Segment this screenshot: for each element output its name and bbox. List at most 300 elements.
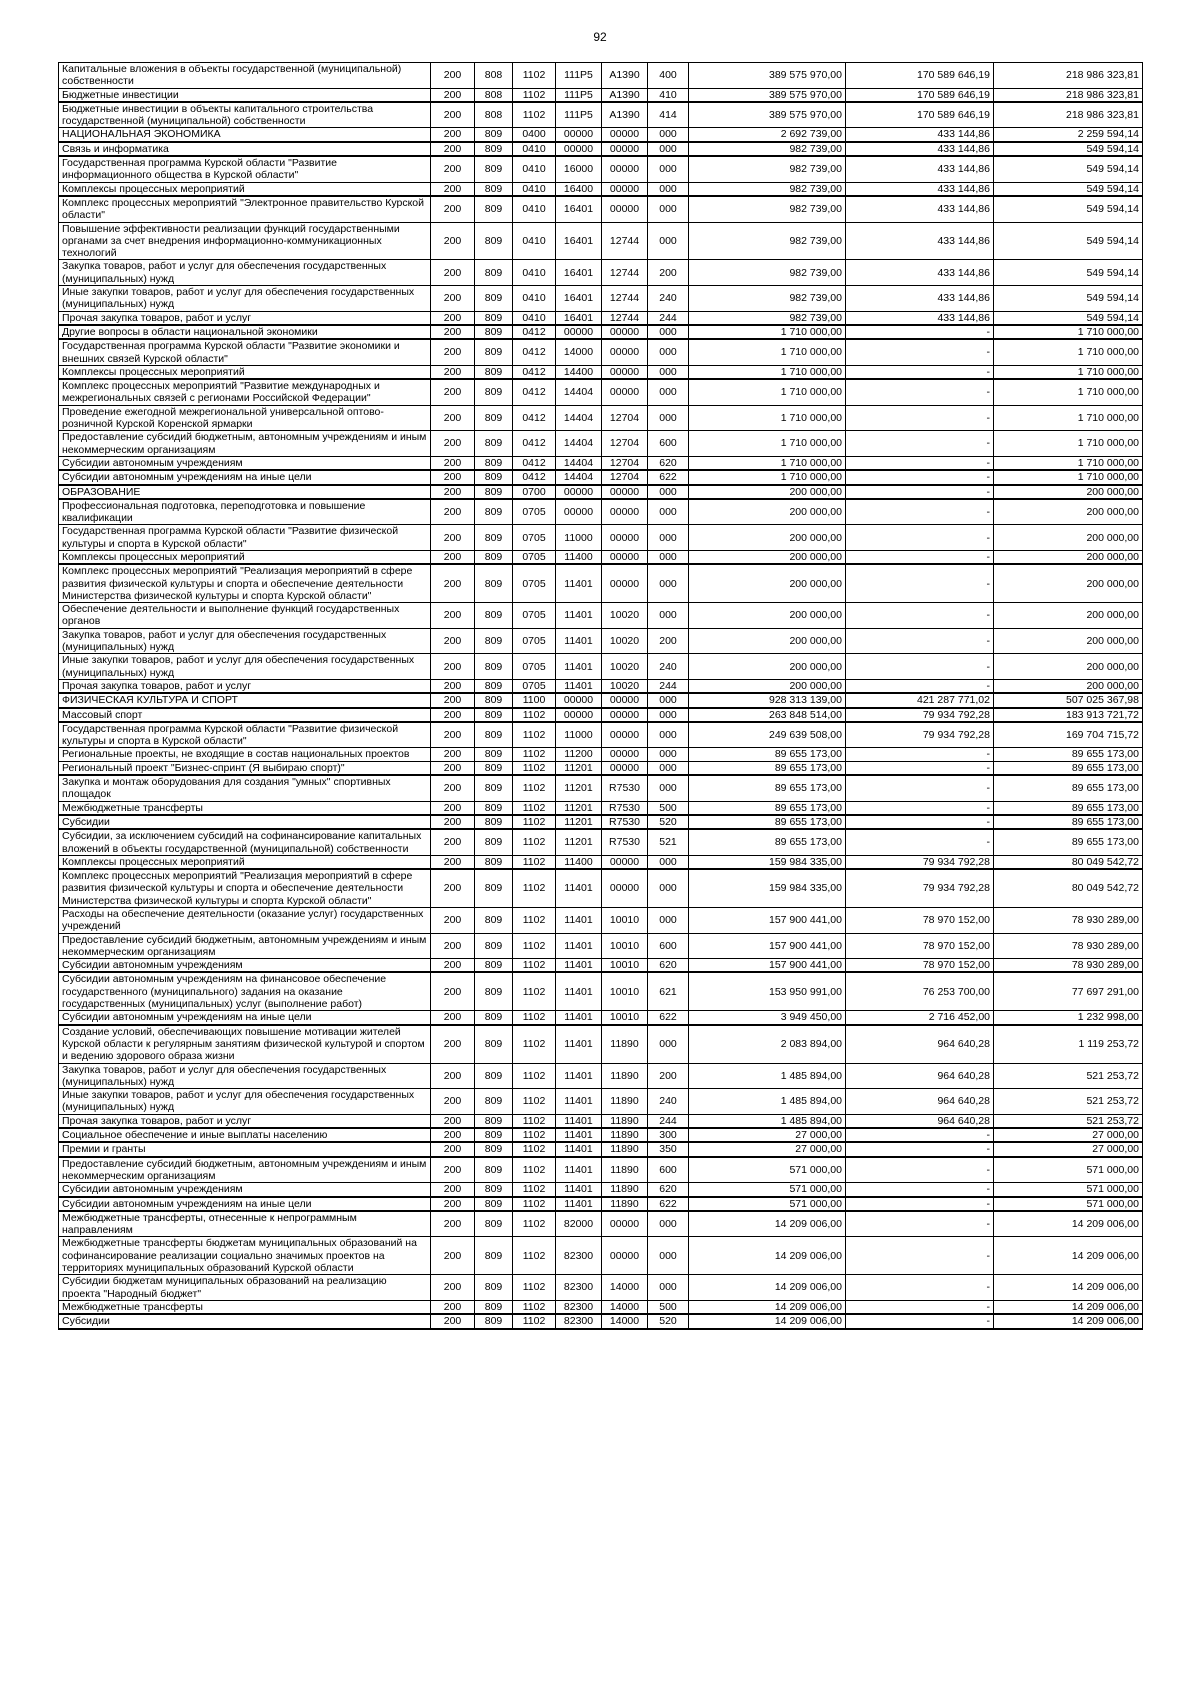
row-amount-planned: 153 950 991,00 [689,972,846,1010]
row-name: Субсидии автономным учреждениям [59,456,431,470]
table-row [59,63,1143,89]
row-direction-code: 11890 [602,1157,648,1183]
row-direction-code: 00000 [602,379,648,405]
row-direction-code: 00000 [602,142,648,156]
row-amount-executed: - [846,456,994,470]
table-row [59,325,1143,339]
row-direction-code: 10020 [602,654,648,680]
row-amount-remaining: 27 000,00 [994,1142,1143,1156]
row-subsection-code: 0410 [513,182,556,196]
table-row [59,1142,1143,1156]
row-expense-type-code: 521 [648,829,689,855]
row-amount-planned: 200 000,00 [689,499,846,525]
row-ministry-code: 200 [431,156,475,182]
row-subsection-code: 0412 [513,379,556,405]
row-expense-type-code: 500 [648,801,689,815]
row-amount-executed: 964 640,28 [846,1063,994,1089]
table-row [59,1063,1143,1089]
row-subsection-code: 0705 [513,550,556,564]
row-section-code: 809 [475,1128,513,1142]
row-name: Социальное обеспечение и иные выплаты населению [59,1128,431,1142]
row-amount-planned: 1 485 894,00 [689,1114,846,1128]
row-subsection-code: 0705 [513,525,556,551]
row-name: Предоставление субсидий бюджетным, автономным учреждениям и иным некоммерческим организациям [59,431,431,457]
row-section-code: 809 [475,456,513,470]
row-amount-executed: - [846,365,994,379]
row-amount-remaining: 200 000,00 [994,525,1143,551]
table-row [59,801,1143,815]
row-expense-type-code: 000 [648,222,689,260]
row-amount-remaining: 89 655 173,00 [994,761,1143,775]
row-name: Профессиональная подготовка, переподготовка и повышение квалификации [59,499,431,525]
row-expense-type-code: 350 [648,1142,689,1156]
row-subsection-code: 1102 [513,959,556,973]
row-direction-code: 00000 [602,564,648,602]
row-expense-type-code: 000 [648,196,689,222]
row-program-code: 11401 [556,1114,602,1128]
row-program-code: 16401 [556,260,602,286]
row-program-code: 82300 [556,1275,602,1301]
table-row [59,1314,1143,1328]
row-name: Повышение эффективности реализации функций государственными органами за счет внедрения информационно-коммуникационных технологий [59,222,431,260]
row-section-code: 809 [475,431,513,457]
row-program-code: 00000 [556,708,602,722]
row-program-code: 16401 [556,311,602,325]
row-amount-executed: 170 589 646,19 [846,88,994,102]
row-section-code: 809 [475,829,513,855]
row-amount-planned: 1 485 894,00 [689,1063,846,1089]
row-subsection-code: 1102 [513,63,556,89]
row-amount-planned: 389 575 970,00 [689,88,846,102]
row-program-code: 11201 [556,761,602,775]
row-amount-planned: 1 710 000,00 [689,365,846,379]
row-subsection-code: 1102 [513,748,556,761]
row-ministry-code: 200 [431,311,475,325]
row-ministry-code: 200 [431,1128,475,1142]
row-amount-remaining: 200 000,00 [994,628,1143,654]
page-number: 92 [593,30,607,44]
row-expense-type-code: 621 [648,972,689,1010]
row-section-code: 809 [475,679,513,693]
row-direction-code: 12744 [602,222,648,260]
row-amount-executed: - [846,654,994,680]
row-section-code: 809 [475,1142,513,1156]
row-expense-type-code: 000 [648,550,689,564]
row-expense-type-code: 000 [648,775,689,801]
row-expense-type-code: 000 [648,603,689,629]
row-expense-type-code: 000 [648,722,689,748]
row-ministry-code: 200 [431,959,475,973]
row-section-code: 809 [475,1025,513,1063]
table-row [59,1237,1143,1275]
row-amount-executed: 2 716 452,00 [846,1011,994,1025]
row-subsection-code: 0412 [513,431,556,457]
row-name: Бюджетные инвестиции в объекты капитального строительства государственной (муниципальной) собственности [59,102,431,128]
row-program-code: 00000 [556,693,602,707]
row-program-code: 11201 [556,801,602,815]
table-row [59,708,1143,722]
row-direction-code: 12744 [602,286,648,312]
row-section-code: 809 [475,761,513,775]
row-amount-remaining: 169 704 715,72 [994,722,1143,748]
row-program-code: 11400 [556,855,602,869]
table-row [59,775,1143,801]
row-program-code: 11401 [556,1025,602,1063]
row-amount-planned: 982 739,00 [689,156,846,182]
row-expense-type-code: 600 [648,933,689,959]
row-amount-planned: 1 485 894,00 [689,1089,846,1115]
row-name: Государственная программа Курской области "Развитие экономики и внешних связей Курской области" [59,339,431,365]
row-amount-executed: - [846,525,994,551]
row-subsection-code: 1102 [513,88,556,102]
row-expense-type-code: 244 [648,1114,689,1128]
row-ministry-code: 200 [431,761,475,775]
row-expense-type-code: 414 [648,102,689,128]
row-ministry-code: 200 [431,222,475,260]
row-expense-type-code: 240 [648,654,689,680]
row-expense-type-code: 244 [648,679,689,693]
row-name: Комплекс процессных мероприятий "Развитие международных и межрегиональных связей с регионами Российской Федерации" [59,379,431,405]
row-amount-executed: 964 640,28 [846,1114,994,1128]
row-expense-type-code: 500 [648,1300,689,1314]
row-section-code: 809 [475,628,513,654]
row-amount-planned: 571 000,00 [689,1197,846,1211]
row-ministry-code: 200 [431,654,475,680]
row-ministry-code: 200 [431,1114,475,1128]
row-program-code: 14000 [556,339,602,365]
row-direction-code: 11890 [602,1142,648,1156]
row-section-code: 809 [475,933,513,959]
row-ministry-code: 200 [431,748,475,761]
row-name: Субсидии автономным учреждениям на финансовое обеспечение государственного (муниципального) задания на оказание государственных (муниципальных) услуг (выполнение работ) [59,972,431,1010]
row-subsection-code: 0705 [513,603,556,629]
row-amount-planned: 14 209 006,00 [689,1237,846,1275]
row-expense-type-code: 000 [648,142,689,156]
row-amount-remaining: 1 710 000,00 [994,431,1143,457]
table-row [59,815,1143,829]
row-ministry-code: 200 [431,1142,475,1156]
row-subsection-code: 0410 [513,142,556,156]
row-ministry-code: 200 [431,88,475,102]
table-row [59,869,1143,907]
row-section-code: 809 [475,693,513,707]
row-amount-planned: 249 639 508,00 [689,722,846,748]
row-section-code: 808 [475,102,513,128]
table-row [59,550,1143,564]
row-section-code: 809 [475,564,513,602]
table-row [59,260,1143,286]
row-amount-planned: 1 710 000,00 [689,325,846,339]
row-direction-code: R7530 [602,829,648,855]
row-name: Комплексы процессных мероприятий [59,365,431,379]
row-direction-code: A1390 [602,63,648,89]
row-section-code: 809 [475,499,513,525]
row-subsection-code: 0412 [513,456,556,470]
row-ministry-code: 200 [431,1089,475,1115]
row-amount-planned: 263 848 514,00 [689,708,846,722]
row-amount-executed: - [846,1275,994,1301]
budget-table [58,62,1143,1330]
row-subsection-code: 1102 [513,1300,556,1314]
row-ministry-code: 200 [431,63,475,89]
row-subsection-code: 1102 [513,1237,556,1275]
row-expense-type-code: 520 [648,1314,689,1328]
table-row [59,679,1143,693]
row-amount-planned: 982 739,00 [689,260,846,286]
row-direction-code: 11890 [602,1128,648,1142]
row-ministry-code: 200 [431,1183,475,1197]
row-section-code: 809 [475,959,513,973]
row-section-code: 809 [475,1011,513,1025]
row-direction-code: 00000 [602,485,648,499]
table-row [59,156,1143,182]
row-expense-type-code: 000 [648,908,689,934]
row-direction-code: 00000 [602,128,648,142]
row-amount-remaining: 14 209 006,00 [994,1275,1143,1301]
row-amount-planned: 89 655 173,00 [689,761,846,775]
row-amount-executed: 79 934 792,28 [846,869,994,907]
row-section-code: 809 [475,311,513,325]
row-subsection-code: 1102 [513,1197,556,1211]
row-name: Субсидии автономным учреждениям [59,1183,431,1197]
row-subsection-code: 1102 [513,1011,556,1025]
row-amount-remaining: 89 655 173,00 [994,748,1143,761]
row-subsection-code: 0412 [513,405,556,431]
row-section-code: 809 [475,325,513,339]
row-direction-code: 00000 [602,869,648,907]
row-name: Субсидии [59,815,431,829]
row-amount-remaining: 14 209 006,00 [994,1211,1143,1237]
row-name: Межбюджетные трансферты [59,1300,431,1314]
row-program-code: 16000 [556,156,602,182]
row-amount-planned: 89 655 173,00 [689,829,846,855]
table-row [59,908,1143,934]
row-name: Прочая закупка товаров, работ и услуг [59,311,431,325]
row-amount-executed: 421 287 771,02 [846,693,994,707]
row-amount-remaining: 549 594,14 [994,156,1143,182]
row-amount-executed: - [846,1183,994,1197]
row-section-code: 809 [475,1211,513,1237]
row-expense-type-code: 000 [648,1211,689,1237]
row-expense-type-code: 000 [648,499,689,525]
row-section-code: 809 [475,722,513,748]
row-program-code: 11200 [556,748,602,761]
row-subsection-code: 1102 [513,855,556,869]
row-ministry-code: 200 [431,1237,475,1275]
row-expense-type-code: 000 [648,325,689,339]
row-amount-executed: - [846,405,994,431]
row-name: ОБРАЗОВАНИЕ [59,485,431,499]
row-direction-code: 10010 [602,933,648,959]
row-expense-type-code: 244 [648,311,689,325]
row-ministry-code: 200 [431,815,475,829]
row-direction-code: 00000 [602,156,648,182]
row-expense-type-code: 000 [648,693,689,707]
row-direction-code: 00000 [602,182,648,196]
row-section-code: 809 [475,748,513,761]
row-name: Комплексы процессных мероприятий [59,855,431,869]
row-program-code: 11401 [556,1011,602,1025]
row-amount-remaining: 27 000,00 [994,1128,1143,1142]
row-direction-code: 10010 [602,972,648,1010]
row-amount-executed: 433 144,86 [846,128,994,142]
row-ministry-code: 200 [431,550,475,564]
row-amount-remaining: 571 000,00 [994,1157,1143,1183]
table-row [59,603,1143,629]
table-row [59,748,1143,761]
row-amount-executed: - [846,485,994,499]
row-amount-executed: 433 144,86 [846,156,994,182]
row-subsection-code: 1102 [513,775,556,801]
table-row [59,1011,1143,1025]
row-expense-type-code: 000 [648,156,689,182]
row-name: НАЦИОНАЛЬНАЯ ЭКОНОМИКА [59,128,431,142]
row-subsection-code: 0705 [513,499,556,525]
row-amount-executed: - [846,679,994,693]
row-ministry-code: 200 [431,1063,475,1089]
row-ministry-code: 200 [431,1157,475,1183]
row-name: Связь и информатика [59,142,431,156]
row-name: Субсидии автономным учреждениям на иные цели [59,1197,431,1211]
row-direction-code: 11890 [602,1197,648,1211]
table-row [59,972,1143,1010]
row-name: Закупка товаров, работ и услуг для обеспечения государственных (муниципальных) нужд [59,260,431,286]
row-section-code: 809 [475,1089,513,1115]
row-amount-planned: 89 655 173,00 [689,748,846,761]
row-program-code: 16401 [556,196,602,222]
row-section-code: 809 [475,1300,513,1314]
row-ministry-code: 200 [431,564,475,602]
row-ministry-code: 200 [431,286,475,312]
row-name: Прочая закупка товаров, работ и услуг [59,679,431,693]
row-name: Субсидии [59,1314,431,1328]
row-amount-remaining: 80 049 542,72 [994,855,1143,869]
row-program-code: 111P5 [556,63,602,89]
row-amount-planned: 1 710 000,00 [689,379,846,405]
row-direction-code: 10010 [602,908,648,934]
row-amount-planned: 2 692 739,00 [689,128,846,142]
row-name: Бюджетные инвестиции [59,88,431,102]
row-subsection-code: 0700 [513,485,556,499]
row-amount-executed: 964 640,28 [846,1089,994,1115]
row-section-code: 809 [475,470,513,484]
table-row [59,431,1143,457]
row-amount-executed: - [846,801,994,815]
row-amount-planned: 1 710 000,00 [689,470,846,484]
table-row [59,88,1143,102]
row-direction-code: 00000 [602,761,648,775]
row-program-code: 11401 [556,1089,602,1115]
table-row [59,1300,1143,1314]
row-amount-planned: 14 209 006,00 [689,1314,846,1328]
row-name: Субсидии автономным учреждениям на иные цели [59,1011,431,1025]
row-expense-type-code: 620 [648,456,689,470]
row-amount-remaining: 78 930 289,00 [994,959,1143,973]
row-amount-executed: - [846,829,994,855]
row-name: Предоставление субсидий бюджетным, автономным учреждениям и иным некоммерческим организациям [59,1157,431,1183]
row-amount-planned: 389 575 970,00 [689,63,846,89]
row-direction-code: 00000 [602,196,648,222]
row-direction-code: 12744 [602,260,648,286]
table-row [59,1197,1143,1211]
row-program-code: 00000 [556,128,602,142]
row-ministry-code: 200 [431,679,475,693]
row-ministry-code: 200 [431,972,475,1010]
row-amount-executed: - [846,379,994,405]
row-ministry-code: 200 [431,128,475,142]
row-amount-planned: 27 000,00 [689,1128,846,1142]
row-expense-type-code: 000 [648,761,689,775]
row-subsection-code: 1102 [513,829,556,855]
row-amount-executed: 433 144,86 [846,196,994,222]
row-subsection-code: 0412 [513,325,556,339]
row-section-code: 809 [475,1197,513,1211]
row-amount-remaining: 200 000,00 [994,550,1143,564]
table-row [59,456,1143,470]
row-amount-executed: 433 144,86 [846,222,994,260]
row-program-code: 11401 [556,959,602,973]
row-amount-remaining: 2 259 594,14 [994,128,1143,142]
table-row [59,286,1143,312]
row-expense-type-code: 000 [648,1025,689,1063]
row-amount-planned: 1 710 000,00 [689,405,846,431]
row-amount-executed: - [846,603,994,629]
row-amount-executed: - [846,499,994,525]
row-amount-executed: 79 934 792,28 [846,855,994,869]
row-amount-remaining: 89 655 173,00 [994,801,1143,815]
row-direction-code: A1390 [602,102,648,128]
row-program-code: 11401 [556,628,602,654]
row-name: Капитальные вложения в объекты государственной (муниципальной) собственности [59,63,431,89]
row-program-code: 82300 [556,1300,602,1314]
table-row [59,485,1143,499]
row-direction-code: 10010 [602,959,648,973]
row-ministry-code: 200 [431,499,475,525]
row-amount-executed: 433 144,86 [846,260,994,286]
row-amount-planned: 89 655 173,00 [689,801,846,815]
row-expense-type-code: 622 [648,470,689,484]
row-ministry-code: 200 [431,801,475,815]
row-name: ФИЗИЧЕСКАЯ КУЛЬТУРА И СПОРТ [59,693,431,707]
row-amount-remaining: 218 986 323,81 [994,102,1143,128]
row-program-code: 00000 [556,325,602,339]
row-name: Региональные проекты, не входящие в состав национальных проектов [59,748,431,761]
table-row [59,933,1143,959]
row-subsection-code: 1102 [513,972,556,1010]
row-amount-planned: 1 710 000,00 [689,456,846,470]
row-amount-remaining: 14 209 006,00 [994,1237,1143,1275]
row-program-code: 14404 [556,405,602,431]
table-row [59,628,1143,654]
row-ministry-code: 200 [431,869,475,907]
row-expense-type-code: 000 [648,379,689,405]
row-amount-planned: 2 083 894,00 [689,1025,846,1063]
row-name: Межбюджетные трансферты бюджетам муниципальных образований на софинансирование реализации социально значимых проектов на территориях муниципальных образований Курской области [59,1237,431,1275]
table-row [59,1183,1143,1197]
table-row [59,654,1143,680]
row-amount-remaining: 571 000,00 [994,1197,1143,1211]
row-subsection-code: 1102 [513,1128,556,1142]
row-section-code: 808 [475,63,513,89]
row-direction-code: 00000 [602,1237,648,1275]
row-section-code: 809 [475,156,513,182]
row-direction-code: 00000 [602,855,648,869]
row-ministry-code: 200 [431,1011,475,1025]
row-expense-type-code: 200 [648,1063,689,1089]
row-program-code: 111P5 [556,88,602,102]
row-amount-planned: 157 900 441,00 [689,908,846,934]
row-name: Региональный проект "Бизнес-спринт (Я выбираю спорт)" [59,761,431,775]
